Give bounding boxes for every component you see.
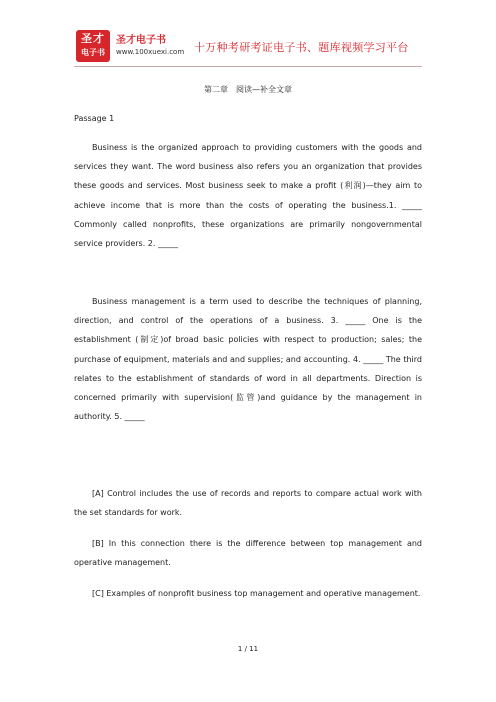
- brand-logo: [76, 30, 110, 62]
- brand-block: [116, 34, 184, 58]
- page-header: [76, 30, 421, 62]
- page-number: 1 / 11: [237, 645, 259, 653]
- logo-text-line2: 电子书: [81, 48, 105, 57]
- paragraph: Business is the organized approach to providing customers with the goods and services they want. The word business also refers you an organization that provides these goods and services. Most business seek to make a profit (利润)—they aim to achieve income that is more than the costs of operating the business.1. _____ Commonly called nonprofits, these organizations are primarily nongovernmental service providers. 2. _____: [74, 143, 422, 249]
- answer-option: [A] Control includes the use of records and reports to compare actual work with the set standards for work.: [74, 489, 422, 518]
- answer-option: [B] In this connection there is the difference between top management and operative management.: [74, 539, 422, 568]
- paragraph: Business management is a term used to describe the techniques of planning, direction, and control of the operations of a business. 3. _____ One is the establishment (制定)of broad basic policies with respect to production; sales; the purchase of equipment, materials and and supplies; and accounting. 4. _____ The third relates to the establishment of standards of word in all departments. Direction is concerned primarily with supervision(监管)and guidance by the management in authority. 5. _____: [74, 297, 422, 422]
- brand-url[interactable]: www.100xuexi.com: [116, 48, 185, 56]
- answer-option: [C] Examples of nonprofit business top management and operative management.: [92, 589, 421, 598]
- header-slogan: 十万种考研考证电子书、题库视频学习平台: [194, 41, 409, 54]
- passage-label: Passage 1: [74, 114, 115, 123]
- brand-name: 圣才电子书: [116, 35, 166, 46]
- chapter-title: 第二章 阅读—补全文章: [204, 85, 292, 94]
- logo-text-line1: 圣才: [81, 32, 105, 45]
- header-divider: [74, 66, 422, 67]
